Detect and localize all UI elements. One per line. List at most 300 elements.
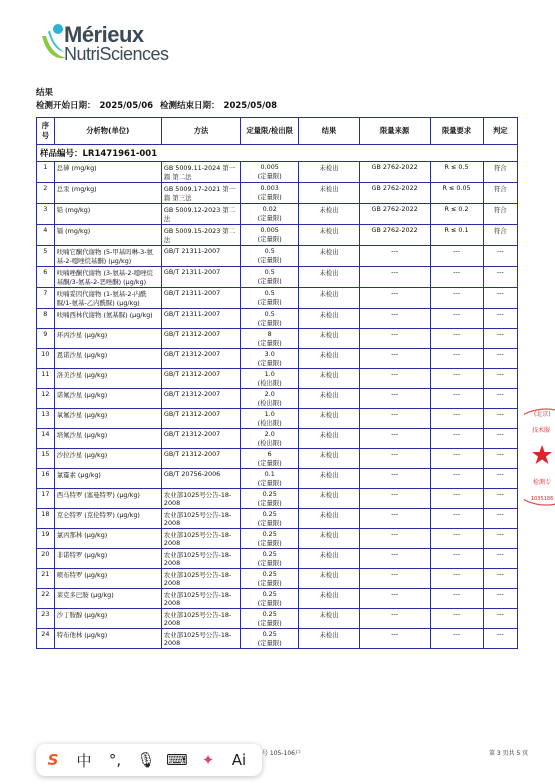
analyte-name: 呋喃唑酮代谢物 (3-氨基-2-噁唑烷基酮/3-氨基-2-恶唑酮) (μg/kg) [54, 267, 161, 288]
page-number: 第 3 页共 5 页 [489, 750, 529, 757]
limit-source: --- [359, 449, 430, 469]
table-row [37, 204, 518, 225]
limit-source: --- [359, 369, 430, 389]
verdict-cell: --- [483, 609, 517, 629]
result-cell: 未检出 [299, 349, 359, 369]
method-name: GB/T 21312-2007 [161, 429, 240, 449]
limit-value: 0.5 [264, 289, 275, 297]
skin-icon[interactable]: ✦ [201, 751, 215, 769]
table-row [37, 309, 518, 329]
analyte-name: 西马特罗 (塞曼特罗) (μg/kg) [54, 489, 161, 509]
method-name: 农业部1025号公告-18-2008 [161, 569, 240, 589]
row-number: 22 [37, 589, 55, 609]
method-name: GB 5009.12-2023 第二法 [161, 204, 240, 225]
row-number: 12 [37, 389, 55, 409]
limit-value: 0.25 [262, 610, 277, 618]
result-cell: 未检出 [299, 225, 359, 246]
limit-source: --- [359, 569, 430, 589]
limit-requirement: R ≤ 0.5 [430, 162, 483, 183]
table-row [37, 183, 518, 204]
row-number: 1 [37, 162, 55, 183]
limit-type: (检出限) [257, 399, 282, 407]
table-row [37, 529, 518, 549]
limit-source: --- [359, 389, 430, 409]
table-row [37, 489, 518, 509]
analyte-name: 呋喃西林代谢物 (氨基脲) (μg/kg) [54, 309, 161, 329]
analyte-name: 镉 (mg/kg) [54, 225, 161, 246]
sample-number: 样品编号：LR1471961-001 [37, 145, 518, 162]
table-row [37, 246, 518, 267]
verdict-cell: 符合 [483, 162, 517, 183]
limit-type: (定量限) [257, 298, 282, 306]
limit-cell [241, 629, 299, 649]
limit-cell [241, 309, 299, 329]
limit-requirement: --- [430, 309, 483, 329]
limit-type: (定量限) [257, 619, 282, 627]
result-cell: 未检出 [299, 569, 359, 589]
verdict-cell: --- [483, 369, 517, 389]
limit-value: 0.5 [264, 268, 275, 276]
limit-source: --- [359, 489, 430, 509]
start-date-label: 检测开始日期： [36, 101, 96, 111]
method-name: GB 5009.15-2023 第二法 [161, 225, 240, 246]
table-row [37, 329, 518, 349]
method-name: GB/T 21312-2007 [161, 329, 240, 349]
limit-cell [241, 469, 299, 489]
limit-requirement: --- [430, 389, 483, 409]
method-name: 农业部1025号公告-18-2008 [161, 529, 240, 549]
limit-source: --- [359, 349, 430, 369]
table-row [37, 569, 518, 589]
limit-cell [241, 409, 299, 429]
method-name: 农业部1025号公告-18-2008 [161, 609, 240, 629]
verdict-cell: --- [483, 629, 517, 649]
limit-cell [241, 389, 299, 409]
method-name: GB 5009.17-2021 第一篇 第三法 [161, 183, 240, 204]
table-row [37, 509, 518, 529]
section-title: 结果 [36, 88, 54, 98]
limit-type: (定量限) [257, 235, 282, 243]
table-row [37, 349, 518, 369]
limit-value: 0.25 [262, 630, 277, 638]
result-cell: 未检出 [299, 489, 359, 509]
limit-value: 0.25 [262, 530, 277, 538]
limit-source: GB 2762-2022 [359, 162, 430, 183]
limit-type: (定量限) [257, 639, 282, 647]
row-number: 17 [37, 489, 55, 509]
limit-type: (定量限) [257, 459, 282, 467]
method-name: 农业部1025号公告-18-2008 [161, 509, 240, 529]
verdict-cell: --- [483, 489, 517, 509]
limit-type: (检出限) [257, 439, 282, 447]
method-name: GB/T 21311-2007 [161, 267, 240, 288]
limit-requirement: --- [430, 529, 483, 549]
analyte-name: 诺氟沙星 (μg/kg) [54, 389, 161, 409]
limit-type: (检出限) [257, 419, 282, 427]
limit-requirement: R ≤ 0.1 [430, 225, 483, 246]
microphone-icon[interactable]: 🎙 [136, 751, 156, 769]
analyte-name: 沙拉沙星 (μg/kg) [54, 449, 161, 469]
method-name: GB/T 21312-2007 [161, 389, 240, 409]
row-number: 24 [37, 629, 55, 649]
method-name: 农业部1025号公告-18-2008 [161, 589, 240, 609]
limit-requirement: --- [430, 429, 483, 449]
result-cell: 未检出 [299, 309, 359, 329]
brand-logo [40, 22, 200, 68]
analyte-name: 呋喃妥因代谢物 (1-氨基-2-内酰脲/1-氨基-乙内酰脲) (μg/kg) [54, 288, 161, 309]
method-name: GB/T 21312-2007 [161, 349, 240, 369]
limit-type: (定量限) [257, 172, 282, 180]
limit-cell [241, 204, 299, 225]
limit-requirement: --- [430, 489, 483, 509]
col-header-limit: 定量限/检出限 [241, 118, 299, 145]
chinese-mode-icon[interactable]: 中 [76, 751, 92, 770]
limit-type: (定量限) [257, 277, 282, 285]
footer-middle-text: 号 105-106户 [262, 750, 301, 757]
limit-requirement: --- [430, 629, 483, 649]
table-row [37, 389, 518, 409]
limit-source: --- [359, 509, 430, 529]
verdict-cell: --- [483, 246, 517, 267]
col-header-source: 限量来源 [359, 118, 430, 145]
method-name: GB/T 21312-2007 [161, 369, 240, 389]
analyte-name: 恩诺沙星 (μg/kg) [54, 349, 161, 369]
table-row [37, 267, 518, 288]
brand-swoosh-icon [40, 22, 66, 62]
result-cell: 未检出 [299, 162, 359, 183]
col-header-requirement: 限量要求 [430, 118, 483, 145]
result-cell: 未检出 [299, 389, 359, 409]
analyte-name: 培氟沙星 (μg/kg) [54, 429, 161, 449]
limit-cell [241, 509, 299, 529]
method-name: 农业部1025号公告-18-2008 [161, 629, 240, 649]
svg-text:1035186: 1035186 [531, 496, 554, 502]
limit-cell [241, 329, 299, 349]
brand-name-line1: Mérieux [64, 22, 144, 47]
verdict-cell: --- [483, 389, 517, 409]
limit-source: --- [359, 329, 430, 349]
limit-value: 6 [267, 450, 272, 458]
row-number: 4 [37, 225, 55, 246]
result-cell: 未检出 [299, 549, 359, 569]
limit-value: 0.25 [262, 510, 277, 518]
limit-cell [241, 225, 299, 246]
limit-source: --- [359, 609, 430, 629]
limit-value: 1.0 [264, 370, 275, 378]
limit-type: (定量限) [257, 579, 282, 587]
end-date-label: 检测结束日期： [160, 101, 220, 111]
limit-type: (定量限) [257, 519, 282, 527]
limit-type: (定量限) [257, 359, 282, 367]
row-number: 20 [37, 549, 55, 569]
analyte-name: 环丙沙星 (μg/kg) [54, 329, 161, 349]
limit-type: (定量限) [257, 339, 282, 347]
limit-cell [241, 183, 299, 204]
limit-type: (定量限) [257, 499, 282, 507]
limit-type: (定量限) [257, 193, 282, 201]
limit-requirement: --- [430, 589, 483, 609]
table-row [37, 549, 518, 569]
sample-row [37, 145, 518, 162]
verdict-cell: 符合 [483, 204, 517, 225]
limit-requirement: --- [430, 267, 483, 288]
verdict-cell: --- [483, 529, 517, 549]
analyte-name: 非诺特罗 (μg/kg) [54, 549, 161, 569]
result-cell: 未检出 [299, 183, 359, 204]
row-number: 21 [37, 569, 55, 589]
table-row [37, 288, 518, 309]
result-cell: 未检出 [299, 409, 359, 429]
table-row [37, 369, 518, 389]
verdict-cell: --- [483, 449, 517, 469]
limit-type: (定量限) [257, 214, 282, 222]
row-number: 2 [37, 183, 55, 204]
limit-source: GB 2762-2022 [359, 225, 430, 246]
analyte-name: 克仑特罗 (克伦特罗) (μg/kg) [54, 509, 161, 529]
limit-cell [241, 609, 299, 629]
limit-requirement: --- [430, 549, 483, 569]
table-header-row [37, 118, 518, 145]
table-row [37, 162, 518, 183]
result-cell: 未检出 [299, 246, 359, 267]
svg-text:(北京): (北京) [534, 411, 551, 418]
analyte-name: 喷布特罗 (μg/kg) [54, 569, 161, 589]
sogou-logo-icon[interactable]: S [47, 751, 59, 769]
limit-value: 0.003 [260, 184, 279, 192]
col-header-verdict: 判定 [483, 118, 517, 145]
ime-toolbar [36, 744, 262, 776]
limit-type: (检出限) [257, 379, 282, 387]
table-row [37, 469, 518, 489]
limit-cell [241, 349, 299, 369]
limit-type: (定量限) [257, 599, 282, 607]
limit-source: --- [359, 629, 430, 649]
limit-type: (定量限) [257, 319, 282, 327]
keyboard-icon[interactable]: ⌨ [166, 751, 188, 769]
col-header-no: 序号 [37, 118, 55, 145]
row-number: 18 [37, 509, 55, 529]
result-cell: 未检出 [299, 329, 359, 349]
col-header-result: 结果 [299, 118, 359, 145]
row-number: 3 [37, 204, 55, 225]
limit-source: --- [359, 589, 430, 609]
test-dates [36, 99, 281, 111]
analyte-name: 氯霉素 (μg/kg) [54, 469, 161, 489]
row-number: 7 [37, 288, 55, 309]
row-number: 13 [37, 409, 55, 429]
limit-cell [241, 549, 299, 569]
svg-text:检测专: 检测专 [533, 479, 552, 486]
limit-requirement: R ≤ 0.05 [430, 183, 483, 204]
limit-cell [241, 246, 299, 267]
limit-cell [241, 369, 299, 389]
limit-value: 3.0 [264, 350, 275, 358]
limit-value: 0.005 [260, 163, 279, 171]
limit-value: 0.25 [262, 550, 277, 558]
results-table [36, 117, 518, 649]
verdict-cell: --- [483, 329, 517, 349]
table-row [37, 629, 518, 649]
limit-source: --- [359, 288, 430, 309]
verdict-cell: --- [483, 469, 517, 489]
row-number: 19 [37, 529, 55, 549]
limit-source: GB 2762-2022 [359, 204, 430, 225]
limit-type: (定量限) [257, 479, 282, 487]
limit-source: --- [359, 469, 430, 489]
limit-value: 0.25 [262, 570, 277, 578]
limit-requirement: --- [430, 349, 483, 369]
analyte-name: 总汞 (mg/kg) [54, 183, 161, 204]
analyte-name: 莱克多巴胺 (μg/kg) [54, 589, 161, 609]
result-cell: 未检出 [299, 629, 359, 649]
punctuation-icon[interactable]: °, [108, 751, 122, 769]
table-row [37, 409, 518, 429]
analyte-name: 氧氟沙星 (μg/kg) [54, 409, 161, 429]
table-row [37, 449, 518, 469]
limit-cell [241, 162, 299, 183]
limit-value: 0.02 [262, 205, 277, 213]
limit-type: (定量限) [257, 559, 282, 567]
limit-value: 2.0 [264, 430, 275, 438]
limit-cell [241, 429, 299, 449]
result-cell: 未检出 [299, 509, 359, 529]
limit-source: GB 2762-2022 [359, 183, 430, 204]
method-name: GB/T 21311-2007 [161, 309, 240, 329]
limit-source: --- [359, 549, 430, 569]
table-row [37, 225, 518, 246]
limit-requirement: --- [430, 449, 483, 469]
table-row [37, 609, 518, 629]
row-number: 10 [37, 349, 55, 369]
analyte-name: 氯丙那林 (μg/kg) [54, 529, 161, 549]
inspection-seal-stamp [524, 402, 555, 512]
svg-text:技术服: 技术服 [532, 427, 551, 434]
result-cell: 未检出 [299, 529, 359, 549]
verdict-cell: --- [483, 267, 517, 288]
verdict-cell: --- [483, 409, 517, 429]
limit-requirement: --- [430, 569, 483, 589]
result-cell: 未检出 [299, 267, 359, 288]
verdict-cell: --- [483, 569, 517, 589]
limit-requirement: --- [430, 369, 483, 389]
col-header-analyte: 分析物(单位) [54, 118, 161, 145]
row-number: 9 [37, 329, 55, 349]
brand-name-line2: NutriSciences [64, 44, 169, 64]
row-number: 6 [37, 267, 55, 288]
verdict-cell: --- [483, 288, 517, 309]
limit-requirement: --- [430, 288, 483, 309]
limit-value: 0.5 [264, 247, 275, 255]
limit-source: --- [359, 529, 430, 549]
limit-cell [241, 267, 299, 288]
limit-cell [241, 529, 299, 549]
verdict-cell: --- [483, 509, 517, 529]
result-cell: 未检出 [299, 204, 359, 225]
method-name: GB/T 21311-2007 [161, 288, 240, 309]
limit-requirement: --- [430, 409, 483, 429]
limit-type: (定量限) [257, 539, 282, 547]
limit-source: --- [359, 309, 430, 329]
col-header-method: 方法 [161, 118, 240, 145]
verdict-cell: --- [483, 549, 517, 569]
limit-value: 8 [267, 330, 272, 338]
method-name: 农业部1025号公告-18-2008 [161, 489, 240, 509]
row-number: 16 [37, 469, 55, 489]
analyte-name: 特布他林 (μg/kg) [54, 629, 161, 649]
row-number: 11 [37, 369, 55, 389]
row-number: 15 [37, 449, 55, 469]
limit-requirement: --- [430, 469, 483, 489]
limit-source: --- [359, 246, 430, 267]
analyte-name: 铅 (mg/kg) [54, 204, 161, 225]
method-name: GB/T 21312-2007 [161, 409, 240, 429]
verdict-cell: --- [483, 429, 517, 449]
limit-cell [241, 288, 299, 309]
limit-type: (定量限) [257, 256, 282, 264]
analyte-name: 呋喃它酮代谢物 (5-甲基吗啉-3-氨基-2-噁唑烷基酮) (μg/kg) [54, 246, 161, 267]
limit-value: 1.0 [264, 410, 275, 418]
limit-source: --- [359, 429, 430, 449]
table-row [37, 589, 518, 609]
row-number: 5 [37, 246, 55, 267]
method-name: GB 5009.11-2024 第一篇 第二法 [161, 162, 240, 183]
analyte-name: 总砷 (mg/kg) [54, 162, 161, 183]
limit-cell [241, 449, 299, 469]
limit-source: --- [359, 409, 430, 429]
limit-value: 0.005 [260, 226, 279, 234]
ai-icon[interactable]: Ai [231, 751, 247, 769]
limit-requirement: --- [430, 246, 483, 267]
limit-cell [241, 569, 299, 589]
verdict-cell: --- [483, 349, 517, 369]
method-name: 农业部1025号公告-18-2008 [161, 549, 240, 569]
result-cell: 未检出 [299, 449, 359, 469]
method-name: GB/T 20756-2006 [161, 469, 240, 489]
row-number: 23 [37, 609, 55, 629]
result-cell: 未检出 [299, 429, 359, 449]
start-date: 2025/05/06 [99, 101, 154, 111]
row-number: 14 [37, 429, 55, 449]
result-cell: 未检出 [299, 288, 359, 309]
limit-value: 0.25 [262, 590, 277, 598]
limit-source: --- [359, 267, 430, 288]
limit-cell [241, 589, 299, 609]
method-name: GB/T 21311-2007 [161, 246, 240, 267]
limit-value: 0.25 [262, 490, 277, 498]
limit-requirement: --- [430, 509, 483, 529]
limit-cell [241, 489, 299, 509]
analyte-name: 洛美沙星 (μg/kg) [54, 369, 161, 389]
limit-value: 0.5 [264, 310, 275, 318]
verdict-cell: --- [483, 589, 517, 609]
limit-requirement: R ≤ 0.2 [430, 204, 483, 225]
method-name: GB/T 21312-2007 [161, 449, 240, 469]
limit-requirement: --- [430, 609, 483, 629]
verdict-cell: 符合 [483, 183, 517, 204]
result-cell: 未检出 [299, 469, 359, 489]
row-number: 8 [37, 309, 55, 329]
result-cell: 未检出 [299, 369, 359, 389]
analyte-name: 沙丁胺醇 (μg/kg) [54, 609, 161, 629]
limit-value: 2.0 [264, 390, 275, 398]
end-date: 2025/05/08 [223, 101, 278, 111]
table-row [37, 429, 518, 449]
limit-requirement: --- [430, 329, 483, 349]
verdict-cell: 符合 [483, 225, 517, 246]
limit-value: 0.1 [264, 470, 275, 478]
result-cell: 未检出 [299, 609, 359, 629]
result-cell: 未检出 [299, 589, 359, 609]
